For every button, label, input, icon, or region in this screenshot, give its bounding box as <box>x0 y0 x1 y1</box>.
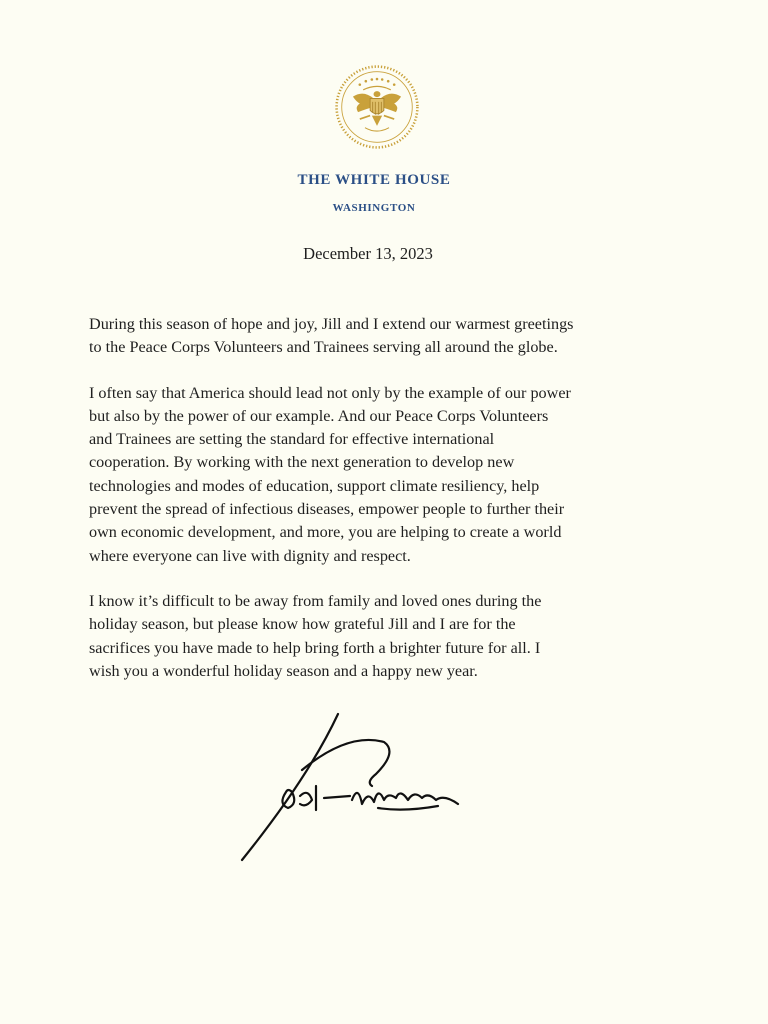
letterhead-city: WASHINGTON <box>332 202 416 214</box>
letter-date: December 13, 2023 <box>303 244 433 263</box>
paragraph-example: I often say that America should lead not only by the example of our power but also by the power of our example. And our Peace Corps Volunteers and Trainees are setting the standard for effective international cooperation. By working with the next generation to develop new technologies and modes of education, support climate resiliency, help prevent the spread of infectious diseases, empower people to further their own economic development, and more, you are helping to create a world where everyone can live with dignity and respect. <box>89 383 571 565</box>
presidential-seal-icon <box>334 64 420 150</box>
paragraph-greeting: During this season of hope and joy, Jill and I extend our warmest greetings to the Peace Corps Volunteers and Trainees serving all around the globe. <box>89 315 574 357</box>
handwritten-signature-icon <box>228 708 478 872</box>
letter-body <box>89 313 669 705</box>
paragraph-closing: I know it’s difficult to be away from family and loved ones during the holiday season, but please know how grateful Jill and I are for the sacrifices you have made to help bring forth a brighter future for all. I wish you a wonderful holiday season and a happy new year. <box>89 591 542 680</box>
letterhead-title: THE WHITE HOUSE <box>297 172 451 188</box>
